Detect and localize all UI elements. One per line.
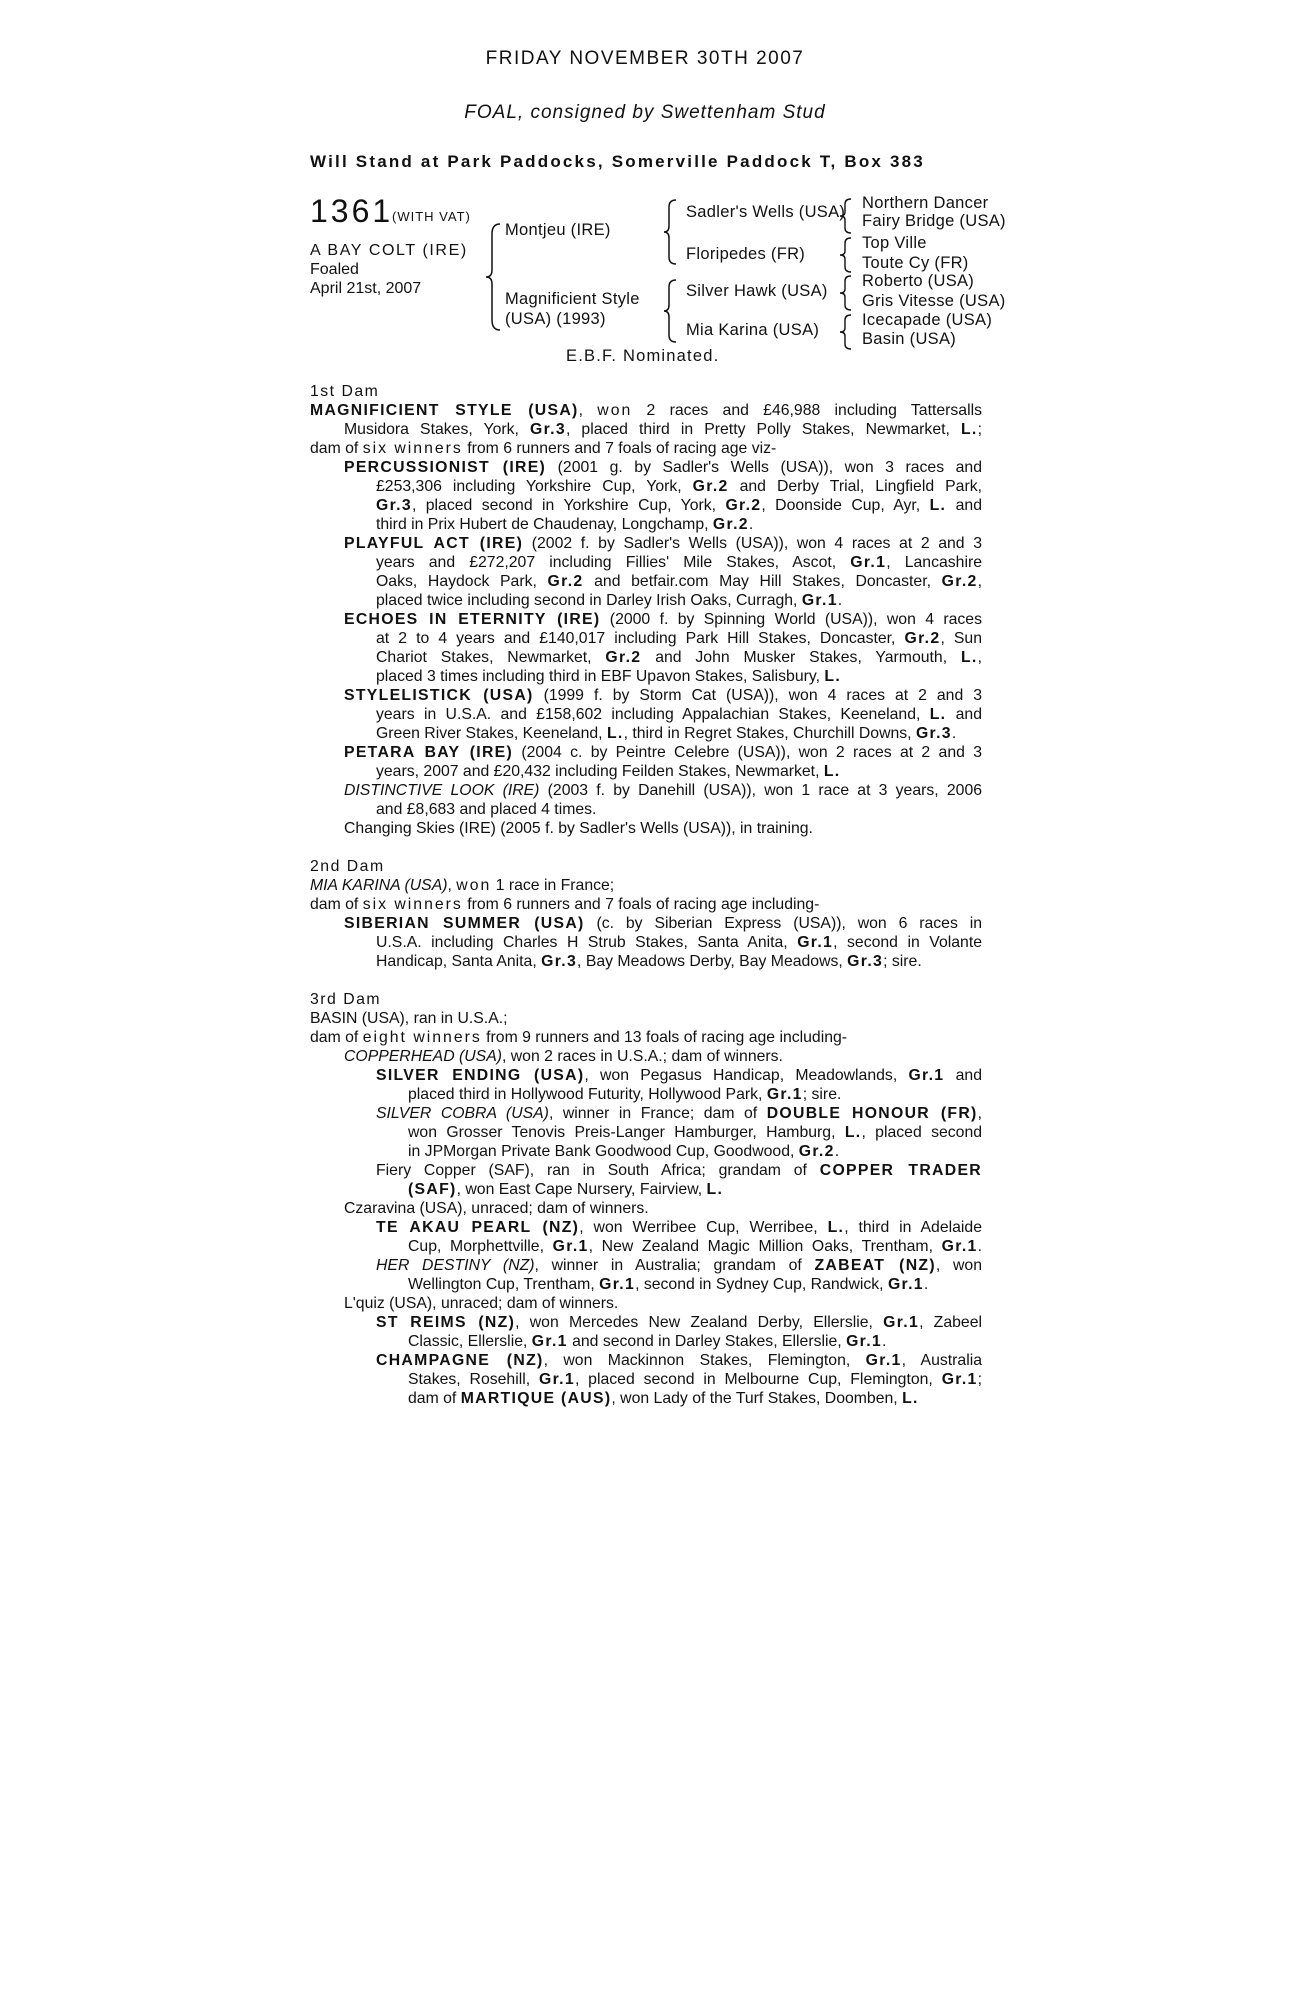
sss: Northern Dancer <box>862 194 989 212</box>
text-line: SILVER ENDING (USA), won Pegasus Handicap, Meadowlands, Gr.1 and <box>376 1067 982 1084</box>
text-line: Oaks, Haydock Park, Gr.2 and betfair.com May Hill Stakes, Doncaster, Gr.2, <box>376 573 982 590</box>
lot-description: A BAY COLT (IRE) <box>310 242 468 259</box>
pedigree-brace-main <box>484 222 506 332</box>
text-line: Wellington Cup, Trentham, Gr.1, second in Sydney Cup, Randwick, Gr.1. <box>408 1276 929 1293</box>
lot-number: 1361 <box>310 193 394 229</box>
text-line: Cup, Morphettville, Gr.1, New Zealand Magic Million Oaks, Trentham, Gr.1. <box>408 1238 982 1255</box>
pedigree-brace-dd <box>838 313 856 351</box>
dam-sire: Silver Hawk (USA) <box>686 282 828 300</box>
text-line: PLAYFUL ACT (IRE) (2002 f. by Sadler's Wells (USA)), won 4 races at 2 and 3 <box>344 535 982 552</box>
pedigree-brace-dam <box>662 278 682 344</box>
foaled-label: Foaled <box>310 261 359 278</box>
sire: Montjeu (IRE) <box>505 221 611 239</box>
text-line: dam of MARTIQUE (AUS), won Lady of the Turf Stakes, Doomben, L. <box>408 1390 919 1407</box>
text-line: Green River Stakes, Keeneland, L., third in Regret Stakes, Churchill Downs, Gr.3. <box>376 725 957 742</box>
text-line: Fiery Copper (SAF), ran in South Africa; grandam of COPPER TRADER <box>376 1162 982 1179</box>
sdd: Toute Cy (FR) <box>862 254 969 272</box>
text-line: Czaravina (USA), unraced; dam of winners. <box>344 1200 649 1217</box>
text-line: PERCUSSIONIST (IRE) (2001 g. by Sadler's Wells (USA)), won 3 races and <box>344 459 982 476</box>
text-line: at 2 to 4 years and £140,017 including Park Hill Stakes, Doncaster, Gr.2, Sun <box>376 630 982 647</box>
dsd: Gris Vitesse (USA) <box>862 292 1006 310</box>
first-dam-heading: 1st Dam <box>310 383 380 400</box>
foaled-date: April 21st, 2007 <box>310 280 422 297</box>
text-line: years, 2007 and £20,432 including Feilden Stakes, Newmarket, L. <box>376 763 841 780</box>
pedigree-brace-ds <box>838 274 856 312</box>
vat-note: (WITH VAT) <box>392 209 471 224</box>
text-line: Classic, Ellerslie, Gr.1 and second in Darley Stakes, Ellerslie, Gr.1. <box>408 1333 887 1350</box>
dds: Icecapade (USA) <box>862 311 993 329</box>
ssd: Fairy Bridge (USA) <box>862 212 1006 230</box>
text-line: Changing Skies (IRE) (2005 f. by Sadler's Wells (USA)), in training. <box>344 820 813 837</box>
text-line: SILVER COBRA (USA), winner in France; dam of DOUBLE HONOUR (FR), <box>376 1105 982 1122</box>
text-line: placed third in Hollywood Futurity, Hollywood Park, Gr.1; sire. <box>408 1086 842 1103</box>
text-line: and £8,683 and placed 4 times. <box>376 801 597 818</box>
sire-sire: Sadler's Wells (USA) <box>686 203 846 221</box>
text-line: BASIN (USA), ran in U.S.A.; <box>310 1010 508 1027</box>
text-line: CHAMPAGNE (NZ), won Mackinnon Stakes, Flemington, Gr.1, Australia <box>376 1352 982 1369</box>
second-dam-heading: 2nd Dam <box>310 858 385 875</box>
text-line: in JPMorgan Private Bank Goodwood Cup, Goodwood, Gr.2. <box>408 1143 840 1160</box>
text-line: placed 3 times including third in EBF Upavon Stakes, Salisbury, L. <box>376 668 842 685</box>
text-line: STYLELISTICK (USA) (1999 f. by Storm Cat (USA)), won 4 races at 2 and 3 <box>344 687 982 704</box>
ddd: Basin (USA) <box>862 330 957 348</box>
third-dam-heading: 3rd Dam <box>310 991 382 1008</box>
text-line: placed twice including second in Darley Irish Oaks, Curragh, Gr.1. <box>376 592 843 609</box>
text-line: PETARA BAY (IRE) (2004 c. by Peintre Celebre (USA)), won 2 races at 2 and 3 <box>344 744 982 761</box>
sale-date: FRIDAY NOVEMBER 30TH 2007 <box>485 48 805 69</box>
text-line: dam of eight winners from 9 runners and 13 foals of racing age including- <box>310 1029 848 1046</box>
text-line: years and £272,207 including Fillies' Mile Stakes, Ascot, Gr.1, Lancashire <box>376 554 982 571</box>
text-line: MAGNIFICIENT STYLE (USA), won 2 races and £46,988 including Tattersalls <box>310 402 982 419</box>
text-line: ECHOES IN ETERNITY (IRE) (2000 f. by Spinning World (USA)), won 4 races <box>344 611 982 628</box>
text-line: TE AKAU PEARL (NZ), won Werribee Cup, Werribee, L., third in Adelaide <box>376 1219 982 1236</box>
stand-location: Will Stand at Park Paddocks, Somerville Paddock T, Box 383 <box>310 152 925 171</box>
dam-dam: Mia Karina (USA) <box>686 321 820 339</box>
dam-line1: Magnificient Style <box>505 290 640 308</box>
sire-dam: Floripedes (FR) <box>686 245 806 263</box>
ebf-nominated: E.B.F. Nominated. <box>566 347 720 365</box>
text-line: Musidora Stakes, York, Gr.3, placed third in Pretty Polly Stakes, Newmarket, L.; <box>344 421 982 438</box>
text-line: COPPERHEAD (USA), won 2 races in U.S.A.; dam of winners. <box>344 1048 783 1065</box>
text-line: HER DESTINY (NZ), winner in Australia; grandam of ZABEAT (NZ), won <box>376 1257 982 1274</box>
text-line: Stakes, Rosehill, Gr.1, placed second in Melbourne Cup, Flemington, Gr.1; <box>408 1371 982 1388</box>
text-line: dam of six winners from 6 runners and 7 foals of racing age viz- <box>310 440 777 457</box>
text-line: DISTINCTIVE LOOK (IRE) (2003 f. by Danehill (USA)), won 1 race at 3 years, 2006 <box>344 782 982 799</box>
text-line: L'quiz (USA), unraced; dam of winners. <box>344 1295 619 1312</box>
text-line: won Grosser Tenovis Preis-Langer Hamburger, Hamburg, L., placed second <box>408 1124 982 1141</box>
text-line: ST REIMS (NZ), won Mercedes New Zealand Derby, Ellerslie, Gr.1, Zabeel <box>376 1314 982 1331</box>
text-line: Gr.3, placed second in Yorkshire Cup, York, Gr.2, Doonside Cup, Ayr, L. and <box>376 497 982 514</box>
text-line: MIA KARINA (USA), won 1 race in France; <box>310 877 615 894</box>
text-line: SIBERIAN SUMMER (USA) (c. by Siberian Express (USA)), won 6 races in <box>344 915 982 932</box>
text-line: Chariot Stakes, Newmarket, Gr.2 and John Musker Stakes, Yarmouth, L., <box>376 649 982 666</box>
dss: Roberto (USA) <box>862 272 975 290</box>
dam-line2: (USA) (1993) <box>505 310 606 328</box>
pedigree-brace-sire <box>662 198 682 266</box>
text-line: (SAF), won East Cape Nursery, Fairview, L. <box>408 1181 724 1198</box>
text-line: £253,306 including Yorkshire Cup, York, Gr.2 and Derby Trial, Lingfield Park, <box>376 478 982 495</box>
produce-record <box>310 382 982 1408</box>
sds: Top Ville <box>862 234 927 252</box>
text-line: third in Prix Hubert de Chaudenay, Longchamp, Gr.2. <box>376 516 754 533</box>
text-line: years in U.S.A. and £158,602 including Appalachian Stakes, Keeneland, L. and <box>376 706 982 723</box>
text-line: Handicap, Santa Anita, Gr.3, Bay Meadows Derby, Bay Meadows, Gr.3; sire. <box>376 953 922 970</box>
consignor-line: FOAL, consigned by Swettenham Stud <box>464 102 826 123</box>
pedigree-brace-sd <box>838 236 856 274</box>
text-line: dam of six winners from 6 runners and 7 foals of racing age including- <box>310 896 820 913</box>
text-line: U.S.A. including Charles H Strub Stakes, Santa Anita, Gr.1, second in Volante <box>376 934 982 951</box>
